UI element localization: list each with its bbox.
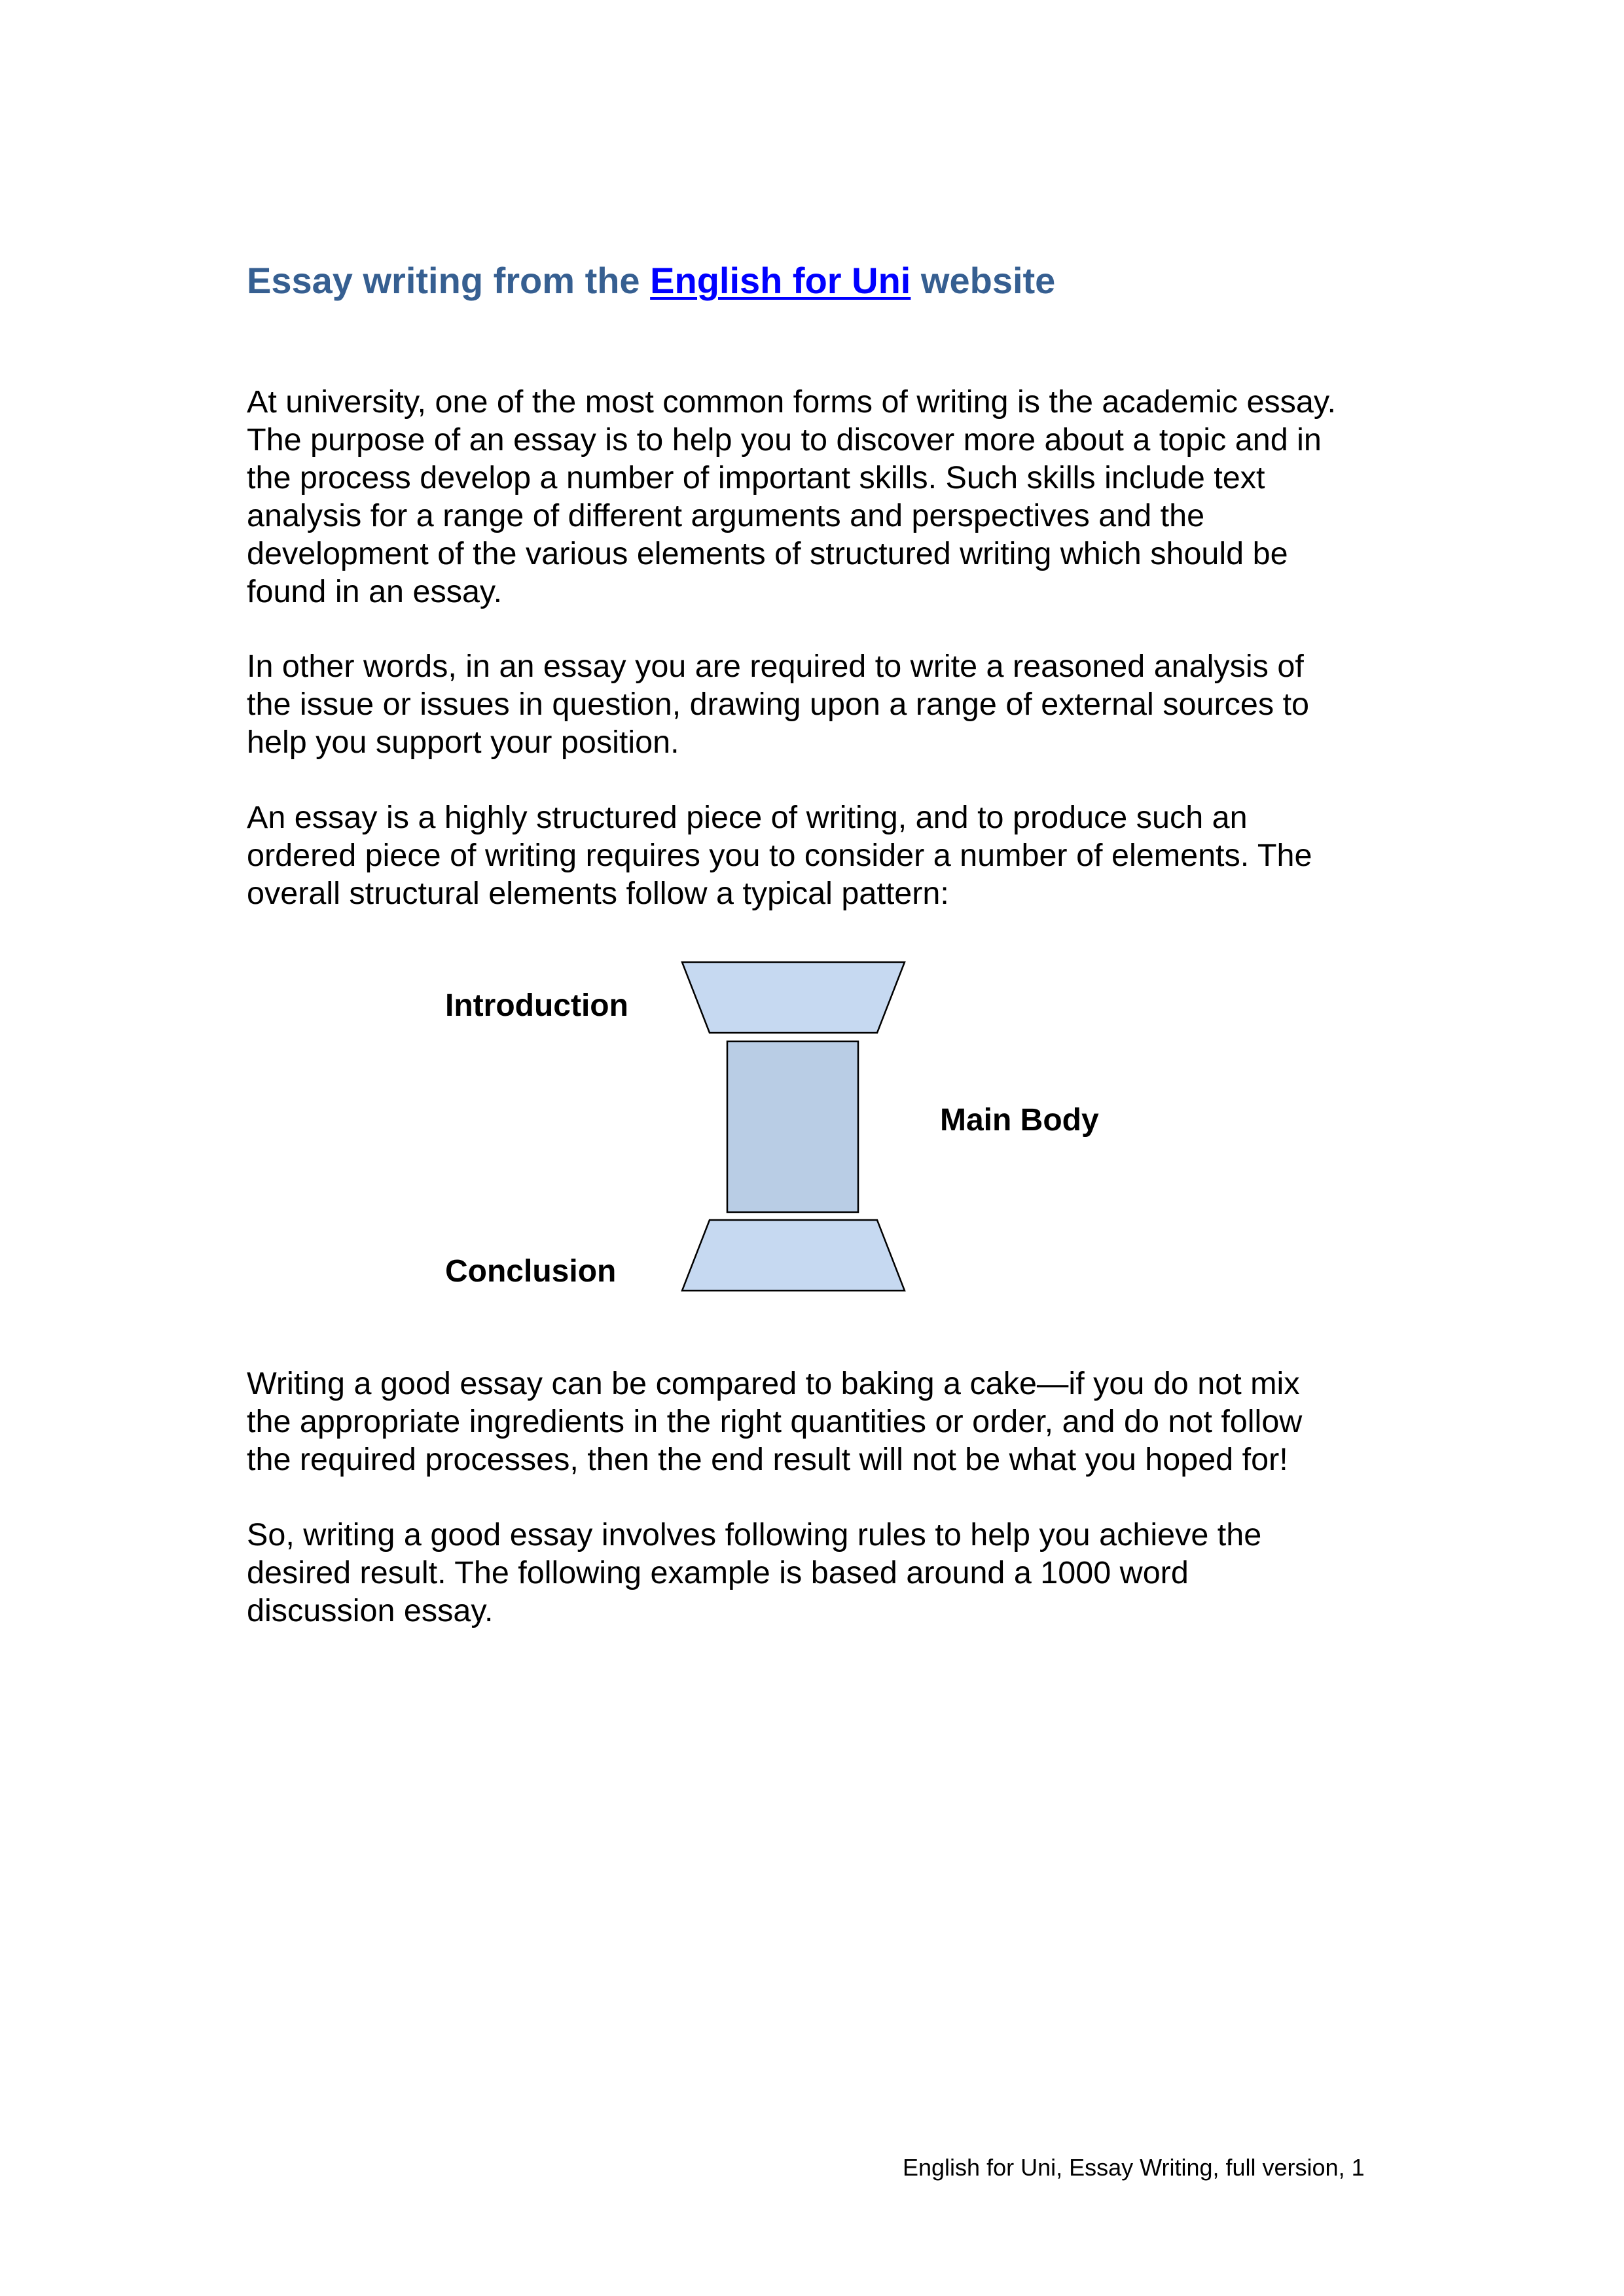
intro-paragraph: At university, one of the most common forms of writing is the academic essay. The purpose of an essay is to help you to discover more about a topic and in the process develop a number of important skills. Such skills include text analysis for a range of different arguments and perspectives and the development of the various elements of structured writing which should be found in an essay.: [247, 384, 1337, 609]
cake-analogy-paragraph: Writing a good essay can be compared to baking a cake—if you do not mix the appropriate ingredients in the right quantities or order, and do not follow the required processes, then the end result will not be what you hoped for!: [247, 1366, 1303, 1477]
reasoned-analysis-paragraph: In other words, in an essay you are required to write a reasoned analysis of the issue or issues in question, drawing upon a range of external sources to help you support your position.: [247, 649, 1310, 760]
page-footer: English for Uni, Essay Writing, full version, 1: [903, 2154, 1365, 2181]
rules-paragraph: So, writing a good essay involves following rules to help you achieve the desired result. The following example is based around a 1000 word discussion essay.: [247, 1517, 1262, 1628]
introduction-label: Introduction: [445, 988, 628, 1023]
english-for-uni-link[interactable]: English for Uni: [650, 260, 911, 301]
title-suffix: website: [911, 260, 1056, 301]
conclusion-label: Conclusion: [445, 1254, 617, 1289]
page-title: [247, 259, 1055, 302]
title-prefix: Essay writing from the: [247, 260, 651, 301]
main-body-label: Main Body: [940, 1103, 1099, 1138]
main-body-rectangle: [727, 1041, 858, 1212]
introduction-trapezoid: [682, 962, 905, 1033]
structure-paragraph: An essay is a highly structured piece of writing, and to produce such an ordered piece of writing requires you to consider a number of elements. The overall structural elements follow a typical pattern:: [247, 800, 1312, 911]
hourglass-shape: [674, 956, 910, 1316]
conclusion-trapezoid: [682, 1220, 905, 1291]
